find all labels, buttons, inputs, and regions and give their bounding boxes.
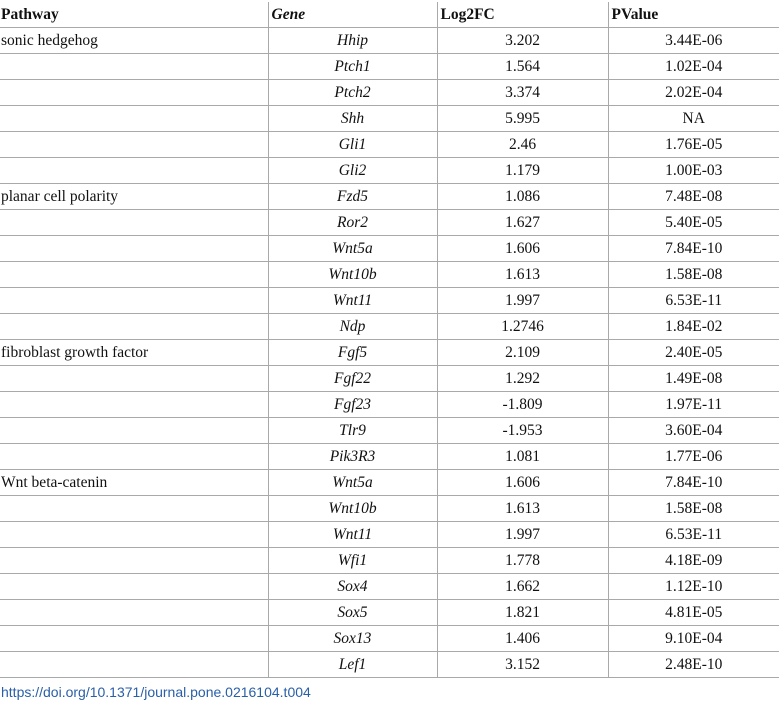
log2fc-cell: -1.809 — [437, 392, 608, 418]
log2fc-cell: -1.953 — [437, 418, 608, 444]
log2fc-cell: 1.821 — [437, 600, 608, 626]
log2fc-cell: 1.406 — [437, 626, 608, 652]
table-row — [0, 444, 779, 470]
pathway-cell — [0, 522, 268, 548]
table-row — [0, 470, 779, 496]
log2fc-cell: 1.179 — [437, 158, 608, 184]
log2fc-cell: 1.627 — [437, 210, 608, 236]
table-row — [0, 184, 779, 210]
pvalue-cell: 3.44E-06 — [608, 28, 779, 54]
table-row — [0, 236, 779, 262]
table-row — [0, 626, 779, 652]
log2fc-cell: 1.997 — [437, 522, 608, 548]
pvalue-cell: 3.60E-04 — [608, 418, 779, 444]
pathway-cell — [0, 262, 268, 288]
pathway-cell — [0, 600, 268, 626]
pathway-cell — [0, 210, 268, 236]
log2fc-cell: 3.374 — [437, 80, 608, 106]
pathway-cell — [0, 236, 268, 262]
pvalue-cell: 1.02E-04 — [608, 54, 779, 80]
pvalue-cell: 1.00E-03 — [608, 158, 779, 184]
pvalue-cell: 7.48E-08 — [608, 184, 779, 210]
header-log2fc: Log2FC — [437, 2, 608, 28]
table-row — [0, 288, 779, 314]
pathway-cell — [0, 106, 268, 132]
table-body — [0, 28, 779, 678]
pathway-cell: planar cell polarity — [0, 184, 268, 210]
pvalue-cell: 1.12E-10 — [608, 574, 779, 600]
table-row — [0, 340, 779, 366]
pvalue-cell: 2.40E-05 — [608, 340, 779, 366]
pathway-cell — [0, 444, 268, 470]
pvalue-cell: 2.48E-10 — [608, 652, 779, 678]
pathway-cell — [0, 548, 268, 574]
header-row — [0, 2, 779, 28]
doi-link[interactable]: https://doi.org/10.1371/journal.pone.0216104.t004 — [1, 684, 311, 700]
pathway-cell — [0, 626, 268, 652]
pvalue-cell: 1.49E-08 — [608, 366, 779, 392]
table-row — [0, 574, 779, 600]
log2fc-cell: 5.995 — [437, 106, 608, 132]
pvalue-cell: 1.97E-11 — [608, 392, 779, 418]
log2fc-cell: 1.662 — [437, 574, 608, 600]
gene-cell: Sox13 — [268, 626, 437, 652]
table-row — [0, 262, 779, 288]
pvalue-cell: 7.84E-10 — [608, 470, 779, 496]
pvalue-cell: 9.10E-04 — [608, 626, 779, 652]
gene-cell: Tlr9 — [268, 418, 437, 444]
gene-cell: Fzd5 — [268, 184, 437, 210]
gene-cell: Ptch1 — [268, 54, 437, 80]
gene-cell: Fgf23 — [268, 392, 437, 418]
table-row — [0, 28, 779, 54]
pvalue-cell: 4.18E-09 — [608, 548, 779, 574]
table-row — [0, 522, 779, 548]
gene-cell: Fgf22 — [268, 366, 437, 392]
gene-cell: Sox4 — [268, 574, 437, 600]
gene-cell: Ror2 — [268, 210, 437, 236]
pvalue-cell: 7.84E-10 — [608, 236, 779, 262]
gene-cell: Wnt5a — [268, 470, 437, 496]
gene-cell: Wnt11 — [268, 288, 437, 314]
pvalue-cell: 1.77E-06 — [608, 444, 779, 470]
pathway-cell — [0, 314, 268, 340]
header-pathway: Pathway — [0, 2, 268, 28]
gene-cell: Wnt5a — [268, 236, 437, 262]
table-row — [0, 392, 779, 418]
pvalue-cell: 6.53E-11 — [608, 288, 779, 314]
log2fc-cell: 1.613 — [437, 262, 608, 288]
table-row — [0, 54, 779, 80]
gene-cell: Wnt11 — [268, 522, 437, 548]
pvalue-cell: 1.84E-02 — [608, 314, 779, 340]
pathway-cell — [0, 80, 268, 106]
log2fc-cell: 1.086 — [437, 184, 608, 210]
table-row — [0, 496, 779, 522]
gene-cell: Wnt10b — [268, 262, 437, 288]
table-row — [0, 210, 779, 236]
pathway-cell — [0, 392, 268, 418]
log2fc-cell: 2.109 — [437, 340, 608, 366]
table-row — [0, 106, 779, 132]
table-row — [0, 132, 779, 158]
pathway-cell — [0, 496, 268, 522]
log2fc-cell: 3.152 — [437, 652, 608, 678]
pathway-cell — [0, 574, 268, 600]
data-table — [0, 2, 779, 678]
pvalue-cell: NA — [608, 106, 779, 132]
log2fc-cell: 1.997 — [437, 288, 608, 314]
log2fc-cell: 1.2746 — [437, 314, 608, 340]
table-row — [0, 548, 779, 574]
pvalue-cell: 6.53E-11 — [608, 522, 779, 548]
gene-cell: Wnt10b — [268, 496, 437, 522]
table-row — [0, 652, 779, 678]
pathway-cell: sonic hedgehog — [0, 28, 268, 54]
gene-cell: Wfi1 — [268, 548, 437, 574]
table-row — [0, 158, 779, 184]
gene-cell: Gli1 — [268, 132, 437, 158]
gene-cell: Sox5 — [268, 600, 437, 626]
pathway-cell: Wnt beta-catenin — [0, 470, 268, 496]
pvalue-cell: 1.58E-08 — [608, 496, 779, 522]
gene-cell: Gli2 — [268, 158, 437, 184]
log2fc-cell: 1.606 — [437, 470, 608, 496]
pvalue-cell: 1.58E-08 — [608, 262, 779, 288]
pathway-cell — [0, 652, 268, 678]
log2fc-cell: 3.202 — [437, 28, 608, 54]
table-row — [0, 314, 779, 340]
gene-cell: Lef1 — [268, 652, 437, 678]
pvalue-cell: 1.76E-05 — [608, 132, 779, 158]
header-gene: Gene — [268, 2, 437, 28]
pvalue-cell: 5.40E-05 — [608, 210, 779, 236]
gene-cell: Hhip — [268, 28, 437, 54]
pathway-cell — [0, 132, 268, 158]
gene-cell: Ptch2 — [268, 80, 437, 106]
pathway-cell — [0, 158, 268, 184]
log2fc-cell: 1.292 — [437, 366, 608, 392]
pvalue-cell: 2.02E-04 — [608, 80, 779, 106]
gene-cell: Shh — [268, 106, 437, 132]
pathway-cell — [0, 418, 268, 444]
table-row — [0, 418, 779, 444]
pathway-cell: fibroblast growth factor — [0, 340, 268, 366]
header-pvalue: PValue — [608, 2, 779, 28]
log2fc-cell: 1.606 — [437, 236, 608, 262]
log2fc-cell: 2.46 — [437, 132, 608, 158]
table-row — [0, 80, 779, 106]
log2fc-cell: 1.564 — [437, 54, 608, 80]
table-header — [0, 2, 779, 28]
pvalue-cell: 4.81E-05 — [608, 600, 779, 626]
gene-cell: Pik3R3 — [268, 444, 437, 470]
pathway-cell — [0, 366, 268, 392]
gene-cell: Fgf5 — [268, 340, 437, 366]
gene-cell: Ndp — [268, 314, 437, 340]
pathway-cell — [0, 288, 268, 314]
log2fc-cell: 1.613 — [437, 496, 608, 522]
table-row — [0, 600, 779, 626]
table-row — [0, 366, 779, 392]
pathway-cell — [0, 54, 268, 80]
log2fc-cell: 1.081 — [437, 444, 608, 470]
log2fc-cell: 1.778 — [437, 548, 608, 574]
